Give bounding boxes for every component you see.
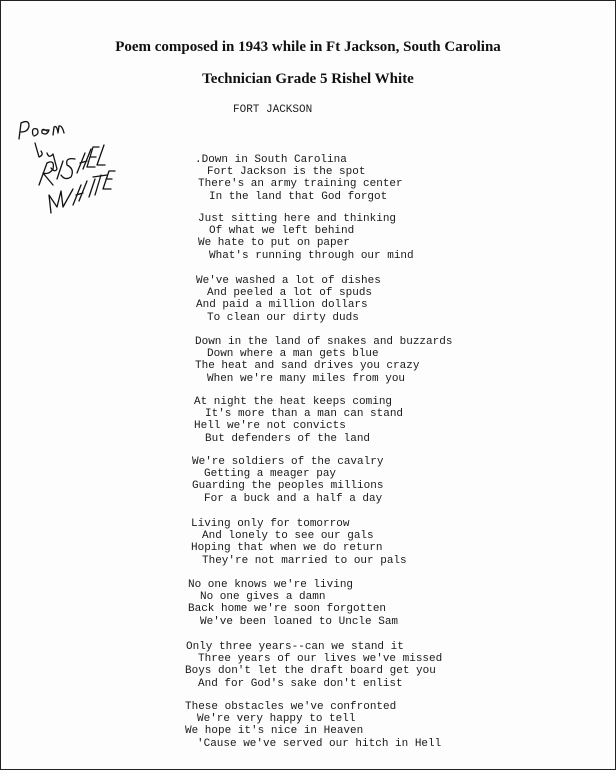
poem-line: No one gives a damn	[200, 591, 326, 604]
poem-line: We've been loaned to Uncle Sam	[200, 615, 399, 628]
poem-line: Down in the land of snakes and buzzards	[195, 336, 453, 348]
poem-line: And paid a million dollars	[196, 299, 368, 312]
poem-line: Back home we're soon forgotten	[188, 603, 387, 616]
poem-line: To clean our dirty duds	[207, 311, 359, 324]
poem-line: What's running through our mind	[209, 249, 414, 262]
poem-line: Of what we left behind	[209, 225, 355, 238]
poem-line: Just sitting here and thinking	[198, 213, 397, 225]
poem-line: But defenders of the land	[205, 432, 371, 445]
poem-line: Down where a man gets blue	[207, 348, 379, 361]
poem-line: Three years of our lives we've missed	[198, 653, 443, 666]
poem-line: Only three years--can we stand it	[186, 641, 404, 653]
poem-line: We're very happy to tell	[197, 713, 356, 726]
poem-line: It's more than a man can stand	[205, 408, 404, 421]
poem-line: 'Cause we've served our hitch in Hell	[197, 737, 442, 750]
poem-line: Guarding the peoples millions	[192, 480, 384, 493]
poem-line: Hell we're not convicts	[194, 420, 346, 433]
poem-line: They're not married to our pals	[202, 554, 407, 567]
poem-line: We've washed a lot of dishes	[196, 275, 381, 287]
poem-line: At night the heat keeps coming	[194, 396, 393, 408]
poem-line: Fort Jackson is the spot	[207, 166, 366, 179]
poem-line: We hope it's nice in Heaven	[185, 725, 364, 738]
poem-line: Hoping that when we do return	[191, 542, 383, 555]
poem-line: When we're many miles from you	[207, 372, 406, 385]
poem-line: .Down in South Carolina	[195, 154, 347, 166]
poem-line: These obstacles we've confronted	[185, 701, 397, 713]
poem-line: And for God's sake don't enlist	[198, 677, 403, 690]
poem-line: No one knows we're living	[188, 579, 354, 591]
poem-line: There's an army training center	[198, 178, 403, 191]
poem-line: In the land that God forgot	[209, 190, 388, 203]
poem-line: We're soldiers of the cavalry	[192, 456, 384, 468]
poem-line: And lonely to see our gals	[202, 530, 374, 543]
poem-line: We hate to put on paper	[198, 237, 350, 250]
poem-title: FORT JACKSON	[233, 104, 313, 116]
poem-line: For a buck and a half a day	[204, 492, 383, 505]
document-title: Poem composed in 1943 while in Ft Jackson, South Carolina	[115, 39, 501, 55]
poem-line: Living only for tomorrow	[191, 518, 350, 530]
poem-line: Getting a meager pay	[204, 468, 337, 481]
poem-line: And peeled a lot of spuds	[207, 287, 373, 300]
poem-line: Boys don't let the draft board get you	[185, 665, 436, 678]
author-line: Technician Grade 5 Rishel White	[202, 71, 414, 87]
poem-line: The heat and sand drives you crazy	[195, 360, 420, 373]
handwritten-signature	[9, 113, 119, 223]
